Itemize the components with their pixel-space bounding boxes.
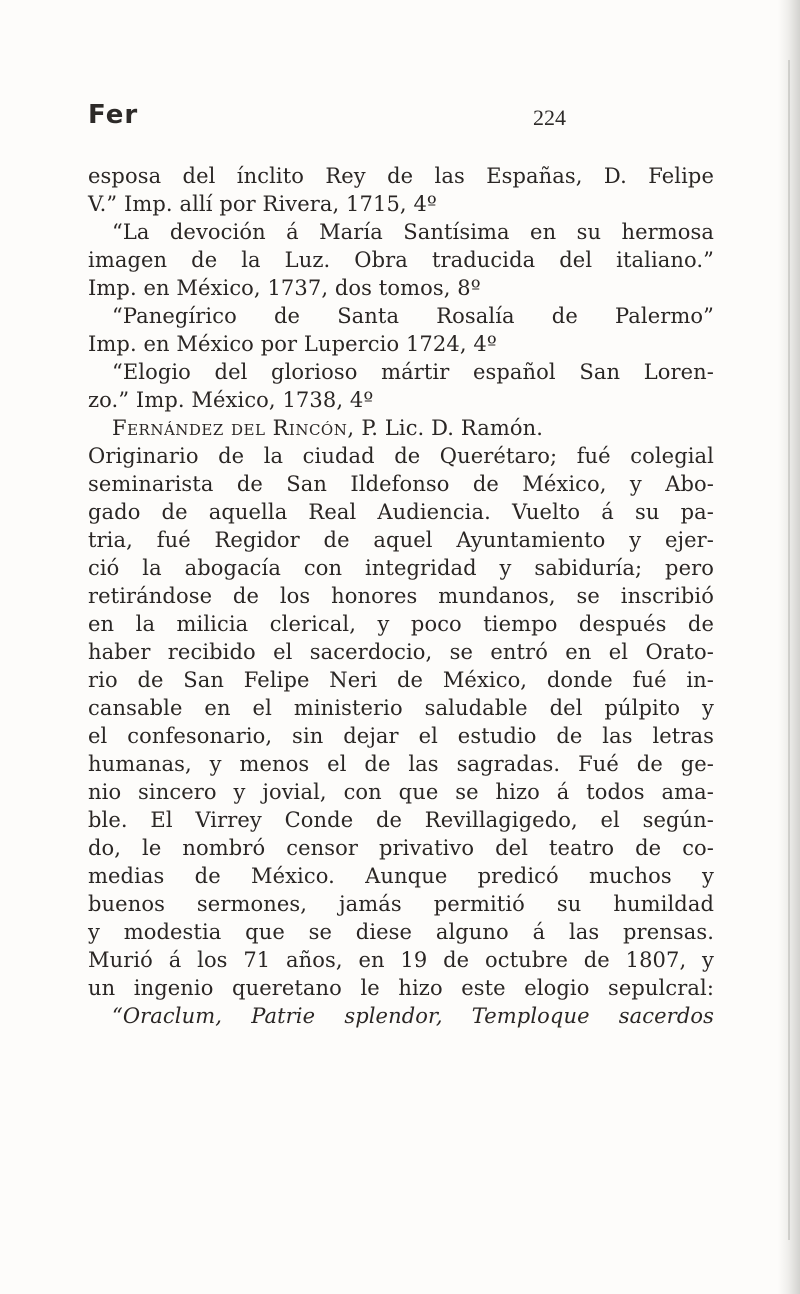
- text-line: ble. El Virrey Conde de Revillagigedo, el según-: [88, 808, 714, 832]
- text-line: do, le nombró censor privativo del teatro de co-: [88, 836, 714, 860]
- text-line: haber recibido el sacerdocio, se entró en el Orato-: [88, 640, 714, 664]
- text-line-quotation: “Oraclum, Patrie splendor, Temploque sacerdos: [112, 1004, 714, 1028]
- text-line: retirándose de los honores mundanos, se inscribió: [88, 584, 714, 608]
- text-line: Murió á los 71 años, en 19 de octubre de 1807, y: [88, 948, 714, 972]
- text-line: Imp. en México por Lupercio 1724, 4º: [88, 332, 497, 356]
- text-line: ció la abogacía con integridad y sabiduría; pero: [88, 556, 714, 580]
- text-line: un ingenio queretano le hizo este elogio sepulcral:: [88, 976, 714, 1000]
- text-line: buenos sermones, jamás permitió su humildad: [88, 892, 714, 916]
- text-line: en la milicia clerical, y poco tiempo después de: [88, 612, 714, 636]
- text-line: medias de México. Aunque predicó muchos y: [88, 864, 714, 888]
- text-line: seminarista de San Ildefonso de México, y Abo-: [88, 472, 714, 496]
- page-number: 224: [533, 105, 566, 130]
- text-line: tria, fué Regidor de aquel Ayuntamiento y ejer-: [88, 528, 714, 552]
- text-line: el confesonario, sin dejar el estudio de las letras: [88, 724, 714, 748]
- page-header: [88, 100, 714, 140]
- text-line: imagen de la Luz. Obra traducida del italiano.”: [88, 248, 714, 272]
- text-line: y modestia que se diese alguno á las prensas.: [88, 920, 714, 944]
- text-line: gado de aquella Real Audiencia. Vuelto á su pa-: [88, 500, 714, 524]
- text-line: zo.” Imp. México, 1738, 4º: [88, 388, 374, 412]
- text-line: Originario de la ciudad de Querétaro; fué colegial: [88, 444, 714, 468]
- text-line: cansable en el ministerio saludable del púlpito y: [88, 696, 714, 720]
- entry-heading-line: [88, 414, 714, 442]
- text-line: nio sincero y jovial, con que se hizo á todos ama-: [88, 780, 714, 804]
- text-line: V.” Imp. allí por Rivera, 1715, 4º: [88, 192, 437, 216]
- page-edge-line: [788, 60, 790, 1240]
- running-head-word: Fer: [88, 100, 139, 130]
- text-line: “La devoción á María Santísima en su hermosa: [112, 220, 714, 244]
- text-line: esposa del ínclito Rey de las Españas, D. Felipe: [88, 164, 714, 188]
- entry-author-title: P. Lic. D. Ramón.: [361, 416, 544, 440]
- text-line: “Elogio del glorioso mártir español San Loren-: [112, 360, 714, 384]
- text-line: “Panegírico de Santa Rosalía de Palermo”: [112, 304, 714, 328]
- text-line: rio de San Felipe Neri de México, donde fué in-: [88, 668, 714, 692]
- text-line: Imp. en México, 1737, dos tomos, 8º: [88, 276, 481, 300]
- entry-author-name: Fernández del Rincón,: [112, 416, 355, 440]
- text-line: humanas, y menos el de las sagradas. Fué de ge-: [88, 752, 714, 776]
- page-body: [88, 162, 714, 1030]
